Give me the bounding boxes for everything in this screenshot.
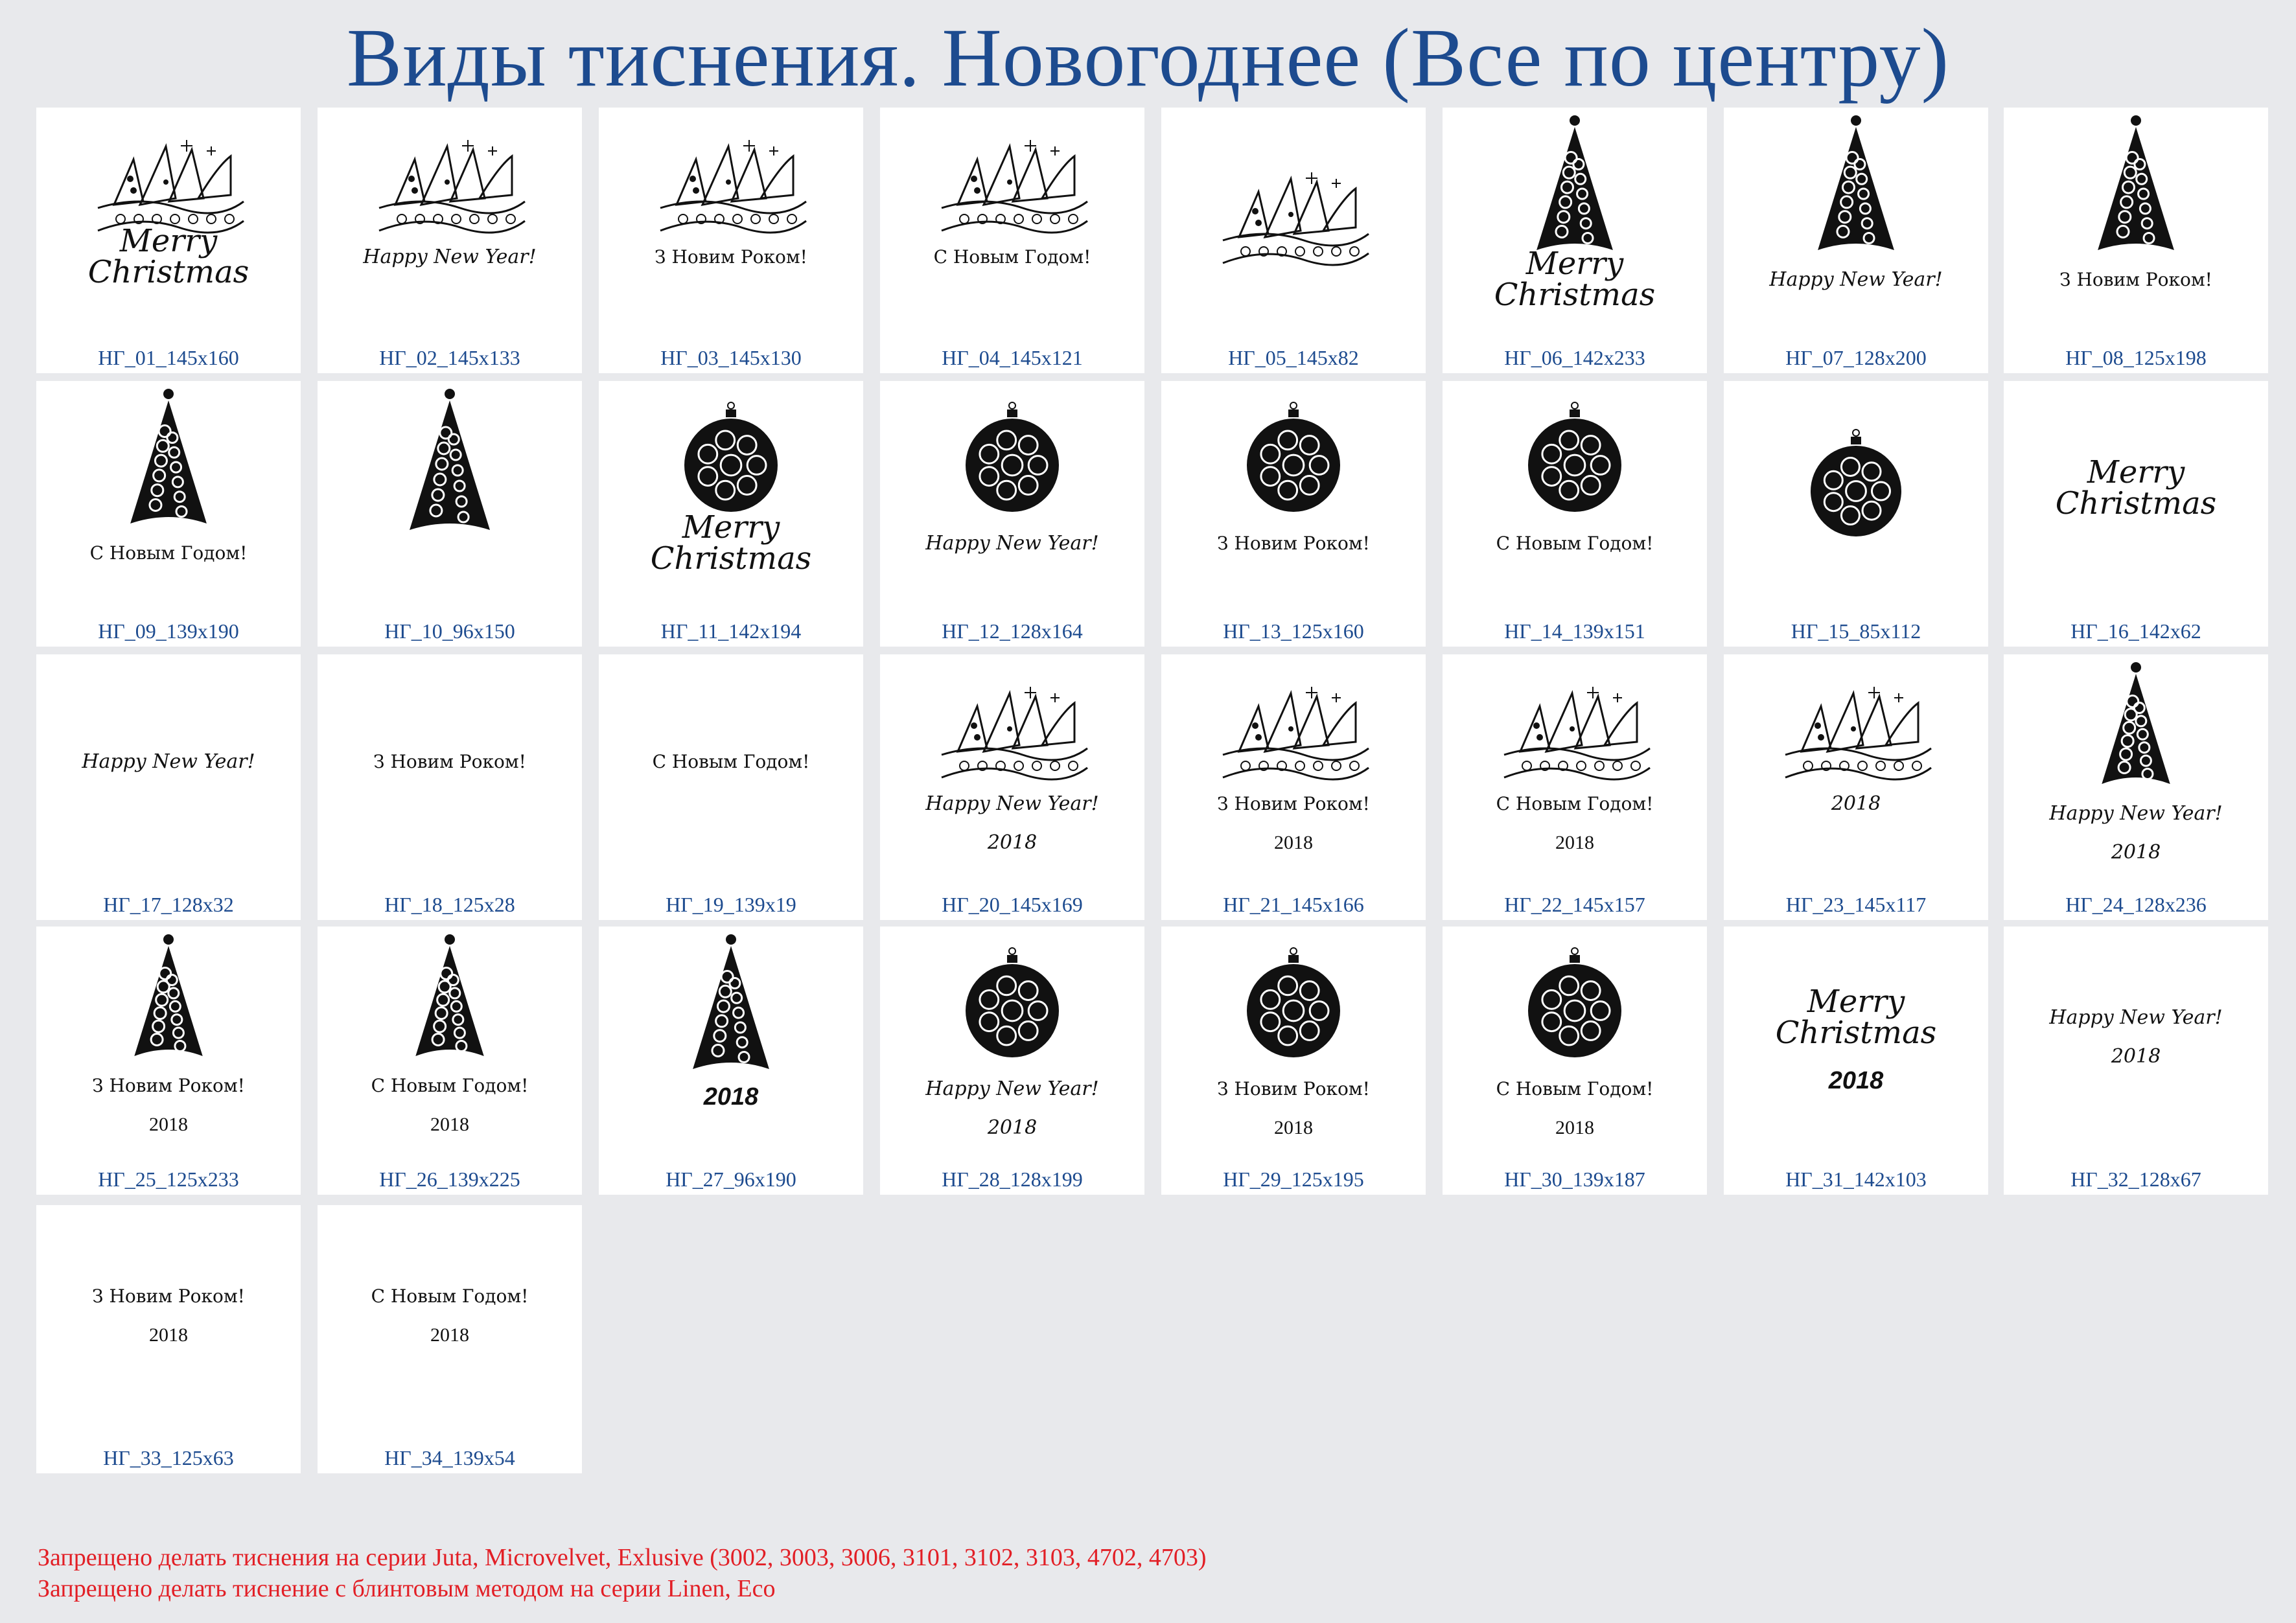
embossing-artwork (1724, 654, 1988, 888)
embossing-code: НГ_11_142x194 (660, 619, 802, 643)
christmas-ball-illustration (1528, 402, 1621, 512)
embossing-artwork (36, 927, 301, 1160)
merry-christmas-text: Merry (682, 509, 780, 546)
merry-christmas-text: Christmas (2055, 485, 2217, 522)
christmas-tree-illustration (1536, 115, 1613, 250)
village-illustration (1504, 687, 1650, 779)
embossing-artwork (2004, 654, 2268, 888)
christmas-tree-illustration (410, 389, 490, 530)
embossing-code: НГ_25_125x233 (98, 1168, 239, 1191)
year-text: 2018 (1555, 1117, 1594, 1138)
embossing-card (318, 927, 582, 1195)
year-text: 2018 (2111, 1045, 2161, 1068)
embossing-card (1443, 654, 1707, 920)
embossing-artwork (1443, 108, 1707, 341)
merry-christmas-text: Christmas (87, 254, 249, 290)
embossing-card (1443, 108, 1707, 373)
christmas-ball-illustration (966, 948, 1059, 1057)
christmas-tree-illustration (415, 934, 483, 1056)
embossing-code: НГ_23_145x117 (1785, 893, 1927, 916)
embossing-code: НГ_20_145x169 (942, 893, 1083, 916)
christmas-ball-illustration (1247, 402, 1340, 512)
embossing-code: НГ_04_145x121 (942, 346, 1083, 369)
year-text: 2018 (703, 1083, 759, 1111)
merry-christmas-text: Christmas (650, 540, 812, 577)
russian-greeting-text: С Новым Годом! (1496, 533, 1654, 554)
embossing-artwork (1443, 927, 1707, 1160)
embossing-artwork (36, 654, 301, 888)
year-text: 2018 (149, 1114, 188, 1135)
embossing-card (880, 654, 1144, 920)
year-text: 2018 (987, 1116, 1038, 1139)
merry-christmas-text: Merry (1525, 246, 1624, 282)
embossing-code: НГ_21_145x166 (1223, 893, 1364, 916)
embossing-card (1161, 108, 1426, 373)
happy-new-year-text: Happy New Year! (2049, 802, 2223, 825)
christmas-ball-illustration (966, 402, 1059, 512)
embossing-artwork (318, 927, 582, 1160)
embossing-code: НГ_01_145x160 (98, 346, 239, 369)
ukrainian-greeting-text: З Новим Роком! (92, 1075, 245, 1096)
embossing-card (1161, 927, 1426, 1195)
ukrainian-greeting-text: З Новим Роком! (92, 1285, 245, 1307)
christmas-ball-illustration (1811, 430, 1901, 536)
village-illustration (1223, 172, 1369, 265)
embossing-artwork (599, 927, 863, 1160)
christmas-tree-illustration (134, 934, 202, 1056)
embossing-code: НГ_13_125x160 (1223, 619, 1364, 643)
village-illustration (379, 140, 525, 233)
embossing-card (2004, 381, 2268, 647)
embossing-artwork (2004, 927, 2268, 1160)
embossing-card (1724, 654, 1988, 920)
embossing-artwork (1443, 381, 1707, 614)
happy-new-year-text: Happy New Year! (925, 792, 1099, 815)
embossing-code: НГ_17_128x32 (103, 893, 234, 916)
christmas-ball-illustration (1528, 948, 1621, 1057)
embossing-artwork (318, 108, 582, 341)
embossing-code: НГ_19_139x19 (666, 893, 796, 916)
embossing-code: НГ_03_145x130 (660, 346, 802, 369)
embossing-card (1724, 381, 1988, 647)
embossing-artwork (2004, 381, 2268, 614)
village-illustration (98, 140, 244, 233)
village-illustration (660, 140, 806, 233)
christmas-tree-illustration (130, 389, 207, 524)
embossing-card (599, 108, 863, 373)
embossing-card (1161, 381, 1426, 647)
russian-greeting-text: С Новым Годом! (933, 246, 1091, 268)
ukrainian-greeting-text: З Новим Роком! (2059, 269, 2212, 290)
embossing-code: НГ_08_125x198 (2065, 346, 2207, 369)
embossing-artwork (1161, 108, 1426, 341)
year-text: 2018 (987, 831, 1038, 854)
embossing-card (36, 108, 301, 373)
ukrainian-greeting-text: З Новим Роком! (1217, 793, 1370, 814)
embossing-card (599, 381, 863, 647)
embossing-code: НГ_07_128x200 (1785, 346, 1927, 369)
embossing-code: НГ_33_125x63 (103, 1446, 234, 1469)
village-illustration (1785, 687, 1931, 779)
christmas-tree-illustration (2102, 662, 2170, 784)
embossing-code: НГ_26_139x225 (379, 1168, 520, 1191)
embossing-artwork (599, 654, 863, 888)
embossing-card (2004, 927, 2268, 1195)
embossing-artwork (1443, 654, 1707, 888)
embossing-artwork (36, 1205, 301, 1438)
christmas-ball-illustration (684, 402, 778, 512)
embossing-code: НГ_14_139x151 (1504, 619, 1645, 643)
embossing-card (318, 108, 582, 373)
merry-christmas-text: Merry (119, 223, 218, 259)
embossing-artwork (880, 108, 1144, 341)
merry-christmas-text: Christmas (1494, 277, 1656, 313)
russian-greeting-text: С Новым Годом! (652, 751, 810, 772)
embossing-code: НГ_31_142x103 (1785, 1168, 1927, 1191)
note-line-2: Запрещено делать тиснение с блинтовым методом на серии Linen, Eco (38, 1575, 776, 1602)
ukrainian-greeting-text: З Новим Роком! (655, 246, 807, 268)
embossing-card (599, 927, 863, 1195)
embossing-card (1724, 927, 1988, 1195)
embossing-code: НГ_12_128x164 (942, 619, 1083, 643)
embossing-artwork (1724, 108, 1988, 341)
ukrainian-greeting-text: З Новим Роком! (373, 751, 526, 772)
embossing-card (318, 1205, 582, 1473)
christmas-tree-illustration (1818, 115, 1894, 250)
embossing-code: НГ_30_139x187 (1504, 1168, 1645, 1191)
embossing-artwork (1161, 381, 1426, 614)
year-text: 2018 (1831, 792, 1881, 815)
embossing-card (2004, 108, 2268, 373)
embossing-card (36, 654, 301, 920)
embossing-artwork (599, 381, 863, 614)
russian-greeting-text: С Новым Годом! (89, 542, 248, 564)
embossing-artwork (599, 108, 863, 341)
happy-new-year-text: Happy New Year! (2049, 1006, 2223, 1029)
year-text: 2018 (2111, 841, 2161, 864)
embossing-card (1161, 654, 1426, 920)
embossing-artwork (318, 654, 582, 888)
embossing-code: НГ_05_145x82 (1228, 346, 1359, 369)
village-illustration (942, 687, 1087, 779)
happy-new-year-text: Happy New Year! (363, 246, 537, 268)
embossing-artwork (880, 654, 1144, 888)
merry-christmas-text: Merry (2087, 454, 2185, 490)
embossing-code: НГ_09_139x190 (98, 619, 239, 643)
embossing-card (880, 927, 1144, 1195)
embossing-card (36, 381, 301, 647)
embossing-artwork (36, 108, 301, 341)
year-text: 2018 (1555, 832, 1594, 853)
embossing-artwork (1161, 927, 1426, 1160)
embossing-card (36, 927, 301, 1195)
ukrainian-greeting-text: З Новим Роком! (1217, 533, 1370, 554)
year-text: 2018 (1828, 1067, 1884, 1094)
embossing-code: НГ_34_139x54 (384, 1446, 515, 1469)
year-text: 2018 (1274, 1117, 1313, 1138)
embossing-code: НГ_15_85x112 (1791, 619, 1921, 643)
russian-greeting-text: С Новым Годом! (371, 1075, 529, 1096)
ukrainian-greeting-text: З Новим Роком! (1217, 1078, 1370, 1099)
happy-new-year-text: Happy New Year! (925, 532, 1099, 555)
christmas-ball-illustration (1247, 948, 1340, 1057)
embossing-card (1443, 927, 1707, 1195)
embossing-card (2004, 654, 2268, 920)
happy-new-year-text: Happy New Year! (925, 1077, 1099, 1100)
embossing-card (880, 381, 1144, 647)
merry-christmas-text: Christmas (1775, 1015, 1937, 1051)
embossing-artwork (1724, 381, 1988, 614)
embossing-artwork (1724, 927, 1988, 1160)
embossing-card (318, 381, 582, 647)
embossing-code: НГ_29_125x195 (1223, 1168, 1364, 1191)
embossing-card (1443, 381, 1707, 647)
embossing-code: НГ_06_142x233 (1504, 346, 1645, 369)
village-illustration (1223, 687, 1369, 779)
embossing-code: НГ_24_128x236 (2065, 893, 2207, 916)
embossing-code: НГ_32_128x67 (2070, 1168, 2201, 1191)
embossing-artwork (318, 1205, 582, 1438)
happy-new-year-text: Happy New Year! (82, 750, 255, 773)
happy-new-year-text: Happy New Year! (1769, 268, 1943, 291)
year-text: 2018 (430, 1324, 469, 1346)
embossing-artwork (1161, 654, 1426, 888)
merry-christmas-text: Merry (1807, 984, 1905, 1020)
embossing-code: НГ_02_145x133 (379, 346, 520, 369)
year-text: 2018 (430, 1114, 469, 1135)
embossing-code: НГ_22_145x157 (1504, 893, 1645, 916)
embossing-code: НГ_16_142x62 (2070, 619, 2201, 643)
russian-greeting-text: С Новым Годом! (1496, 1078, 1654, 1099)
christmas-tree-illustration (2098, 115, 2174, 250)
christmas-tree-illustration (693, 934, 769, 1069)
restriction-notes (38, 1542, 1207, 1604)
embossing-code: НГ_27_96x190 (666, 1168, 796, 1191)
embossing-artwork (880, 381, 1144, 614)
embossing-card (880, 108, 1144, 373)
russian-greeting-text: С Новым Годом! (371, 1285, 529, 1307)
embossing-card (599, 654, 863, 920)
russian-greeting-text: С Новым Годом! (1496, 793, 1654, 814)
embossing-code: НГ_10_96x150 (384, 619, 515, 643)
year-text: 2018 (149, 1324, 188, 1346)
embossing-code: НГ_18_125x28 (384, 893, 515, 916)
embossing-artwork (36, 381, 301, 614)
embossing-artwork (880, 927, 1144, 1160)
embossing-card (318, 654, 582, 920)
page-title: Виды тиснения. Новогоднее (Все по центру) (346, 12, 1950, 104)
embossing-code: НГ_28_128x199 (942, 1168, 1083, 1191)
note-line-1: Запрещено делать тиснения на серии Juta, Microvelvet, Exlusive (3002, 3003, 3006, 3101, 3102, 3103, 4702, 4703) (38, 1544, 1207, 1571)
embossing-artwork (318, 381, 582, 614)
embossing-card (36, 1205, 301, 1473)
embossing-artwork (2004, 108, 2268, 341)
embossing-card (1724, 108, 1988, 373)
village-illustration (942, 140, 1087, 233)
year-text: 2018 (1274, 832, 1313, 853)
